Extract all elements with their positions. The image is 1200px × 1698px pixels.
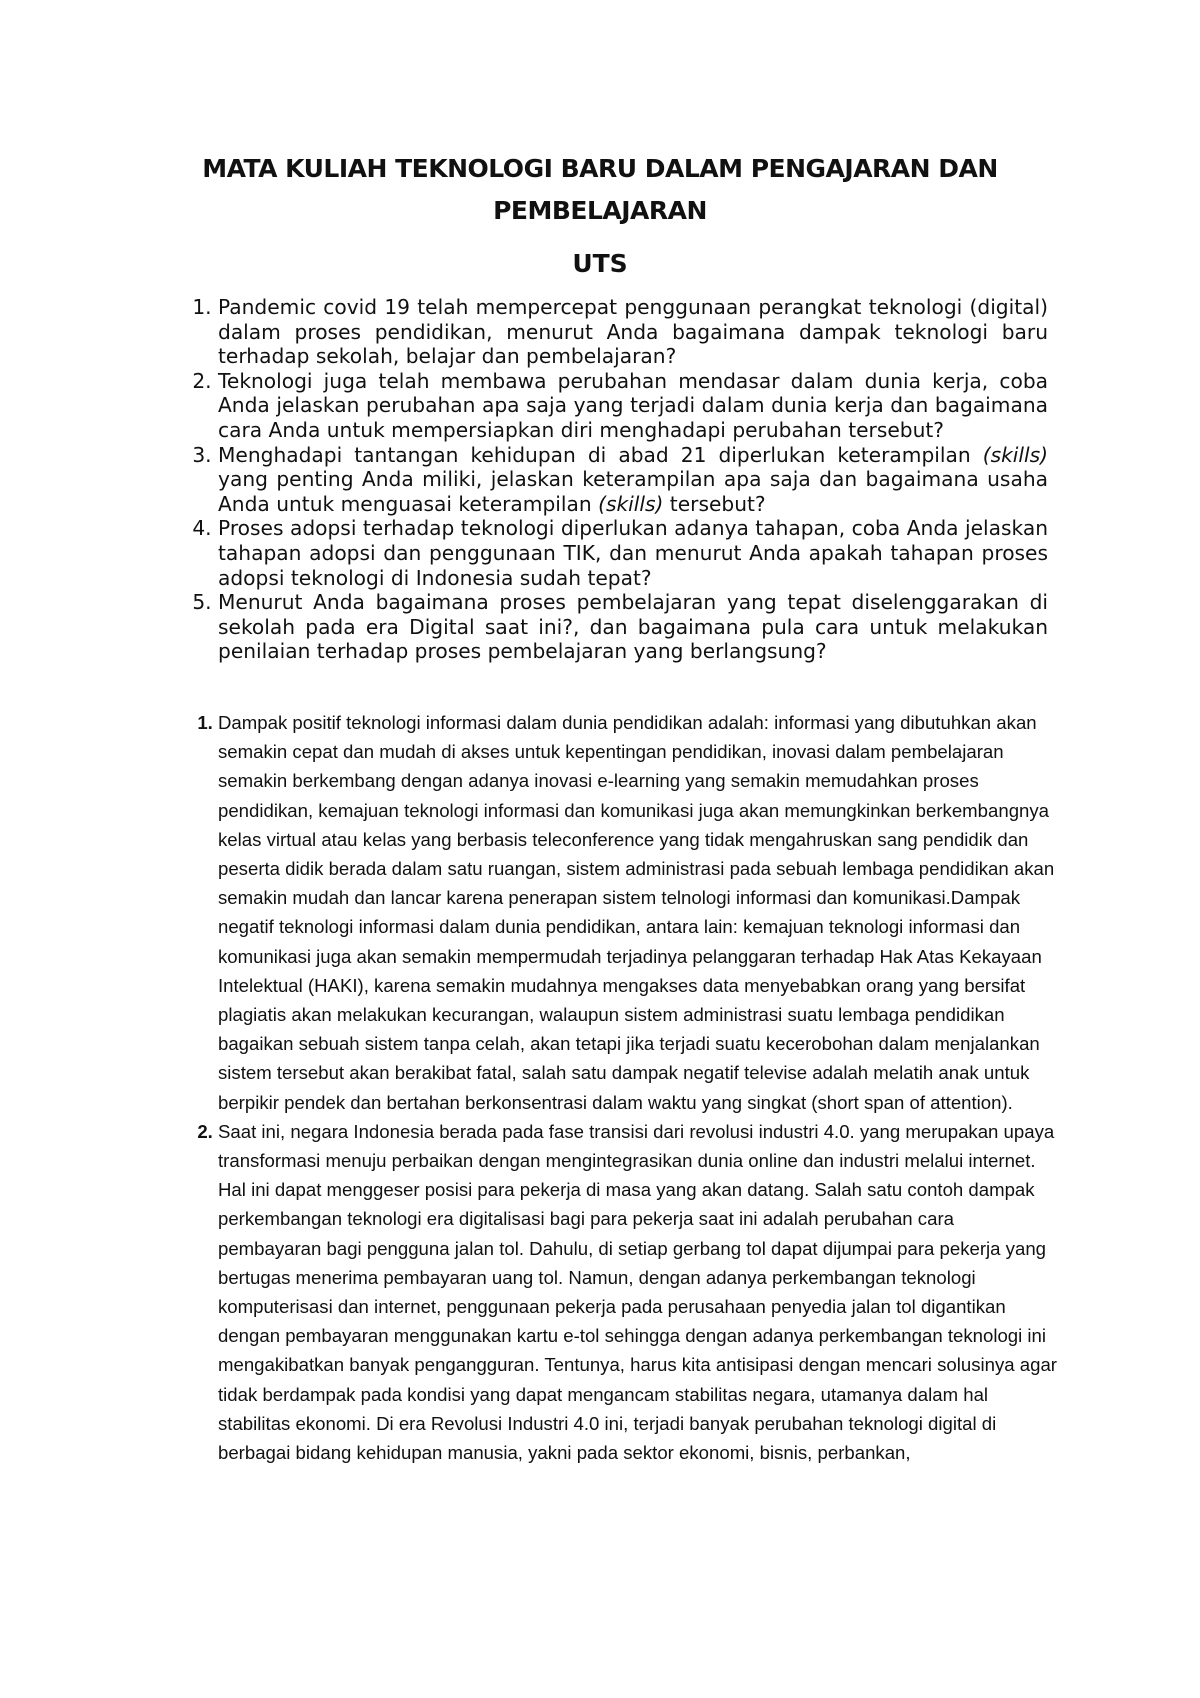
answer-list — [160, 708, 1060, 1467]
question-text: Teknologi juga telah membawa perubahan mendasar dalam dunia kerja, coba Anda jelaskan perubahan apa saja yang terjadi dalam dunia kerja dan bagaimana cara Anda untuk mempersiapkan diri menghadapi perubahan tersebut? — [218, 368, 1048, 442]
question-text: Pandemic covid 19 telah mempercepat penggunaan perangkat teknologi (digital) dalam proses pendidikan, menurut Anda bagaimana dampak teknologi baru terhadap sekolah, belajar dan pembelajaran? — [218, 295, 1048, 369]
question-text: Menghadapi tantangan kehidupan di abad 21 diperlukan keterampilan — [218, 442, 983, 467]
question-emphasis: (skills) — [982, 442, 1048, 467]
question-item — [218, 295, 1048, 369]
question-item — [218, 443, 1048, 517]
document-title: MATA KULIAH TEKNOLOGI BARU DALAM PENGAJARAN DAN PEMBELAJARAN — [202, 154, 998, 225]
answer-text: Saat ini, negara Indonesia berada pada fase transisi dari revolusi industri 4.0. yang merupakan upaya transformasi menuju perbaikan dengan mengintegrasikan dunia online dan industri melalui internet. Hal ini dapat menggeser posisi para pekerja di masa yang akan datang. Salah satu contoh dampak perkembangan teknologi era digitalisasi bagi para pekerja saat ini adalah perubahan cara pembayaran bagi pengguna jalan tol. Dahulu, di setiap gerbang tol dapat dijumpai para pekerja yang bertugas menerima pembayaran uang tol. Namun, dengan adanya perkembangan teknologi komputerisasi dan internet, penggunaan pekerja pada perusahaan penyedia jalan tol digantikan dengan pembayaran menggunakan kartu e-tol sehingga dengan adanya perkembangan teknologi ini mengakibatkan banyak pengangguran. Tentunya, harus kita antisipasi dengan mencari solusinya agar tidak berdampak pada kondisi yang dapat mengancam stabilitas negara, utamanya dalam hal stabilitas ekonomi. Di era Revolusi Industri 4.0 ini, terjadi banyak perubahan teknologi digital di berbagai bidang kehidupan manusia, yakni pada sektor ekonomi, bisnis, perbankan, — [218, 1120, 1057, 1464]
question-emphasis: (skills) — [598, 491, 664, 516]
question-text: Menurut Anda bagaimana proses pembelajaran yang tepat diselenggarakan di sekolah pada era Digital saat ini?, dan bagaimana pula cara untuk melakukan penilaian terhadap proses pembelajaran yang berlangsung? — [218, 590, 1048, 664]
document-subtitle: UTS — [572, 249, 628, 278]
question-item — [218, 369, 1048, 443]
question-list — [160, 295, 1048, 664]
question-item — [218, 516, 1048, 590]
answer-text: Dampak positif teknologi informasi dalam dunia pendidikan adalah: informasi yang dibutuhkan akan semakin cepat dan mudah di akses untuk kepentingan pendidikan, inovasi dalam pembelajaran semakin berkembang dengan adanya inovasi e-learning yang semakin memudahkan proses pendidikan, kemajuan teknologi informasi dan komunikasi juga akan memungkinkan berkembangnya kelas virtual atau kelas yang berbasis teleconference yang tidak mengahruskan sang pendidik dan peserta didik berada dalam satu ruangan, sistem administrasi pada sebuah lembaga pendidikan akan semakin mudah dan lancar karena penerapan sistem telnologi informasi dan komunikasi.Dampak negatif teknologi informasi dalam dunia pendidikan, antara lain: kemajuan teknologi informasi dan komunikasi juga akan semakin mempermudah terjadinya pelanggaran terhadap Hak Atas Kekayaan Intelektual (HAKI), karena semakin mudahnya mengakses data menyebabkan orang yang bersifat plagiatis akan melakukan kecurangan, walaupun sistem administrasi suatu lembaga pendidikan bagaikan sebuah sistem tanpa celah, akan tetapi jika terjadi suatu kecerobohan dalam menjalankan sistem tersebut akan berakibat fatal, salah satu dampak negatif televise adalah melatih anak untuk berpikir pendek dan bertahan berkonsentrasi dalam waktu yang singkat (short span of attention). — [218, 712, 1055, 1113]
question-item — [218, 590, 1048, 664]
question-text: tersebut? — [663, 491, 766, 516]
question-text: yang penting Anda miliki, jelaskan keterampilan apa saja dan bagaimana usaha Anda untuk menguasai keterampilan — [218, 467, 1048, 516]
answer-item — [218, 1117, 1060, 1467]
answer-item — [218, 708, 1060, 1117]
question-text: Proses adopsi terhadap teknologi diperlukan adanya tahapan, coba Anda jelaskan tahapan adopsi dan penggunaan TIK, dan menurut Anda apakah tahapan proses adopsi teknologi di Indonesia sudah tepat? — [218, 516, 1048, 590]
